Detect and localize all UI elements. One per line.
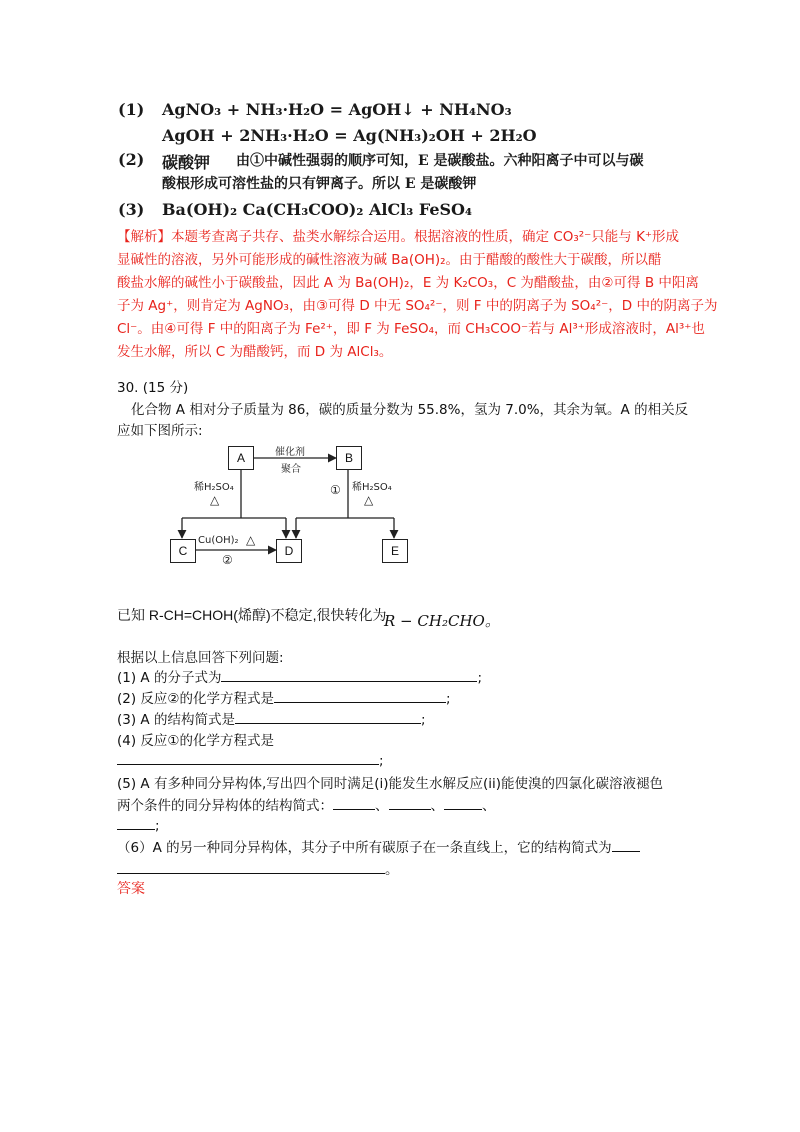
compound-c-box: C xyxy=(170,539,196,563)
q3-row xyxy=(117,708,426,728)
q6-blank-a[interactable] xyxy=(612,837,640,852)
acid-right-label: 稀H₂SO₄ xyxy=(352,482,392,493)
q5-row2 xyxy=(117,794,496,814)
answer-scan-num-1: (1) xyxy=(118,100,145,119)
q5-blank-1[interactable] xyxy=(333,795,375,810)
acid-left-label: 稀H₂SO₄ xyxy=(194,482,234,493)
q3-blank[interactable] xyxy=(235,709,421,724)
q5-sep-3: 、 xyxy=(482,798,496,814)
q2-end: ; xyxy=(446,691,451,707)
q5-end: ; xyxy=(155,818,160,834)
polymerize-label: 聚合 xyxy=(281,464,301,475)
q3-end: ; xyxy=(420,712,426,728)
analysis-line: 显碱性的溶液，另外可能形成的碱性溶液为碱 Ba(OH)₂。由于醋酸的酸性大于碳酸，所以醋 xyxy=(117,252,662,268)
q2-text: (2) 反应②的化学方程式是 xyxy=(117,691,275,707)
compound-a-box: A xyxy=(228,446,254,470)
question-intro-1: 化合物 A 相对分子质量为 86，碳的质量分数为 55.8%，氢为 7.0%，其余为氧。A 的相关反 xyxy=(131,402,689,418)
q6-blank-b[interactable] xyxy=(117,859,385,874)
q6-end: 。 xyxy=(385,862,399,878)
answer-scan-num-3: (3) xyxy=(118,200,145,219)
prompt-text: 根据以上信息回答下列问题: xyxy=(117,650,284,666)
q4-text: (4) 反应①的化学方程式是 xyxy=(117,733,275,749)
answer-scan-equation-2: AgOH + 2NH₃·H₂O = Ag(NH₃)₂OH + 2H₂O xyxy=(162,126,537,145)
question-number: 30. (15 分) xyxy=(117,380,189,396)
analysis-line: 子为 Ag⁺，则肯定为 AgNO₃，由③可得 D 中无 SO₄²⁻，则 F 中的阴离子为 SO₄²⁻，D 中的阴离子为 xyxy=(117,298,718,314)
q1-end: ; xyxy=(477,670,483,686)
known-formula: R − CH₂CHO。 xyxy=(384,612,500,630)
cuoh2-label: Cu(OH)₂ xyxy=(198,535,239,546)
answer-scan-equation-1: AgNO₃ + NH₃·H₂O = AgOH↓ + NH₄NO₃ xyxy=(162,100,512,119)
compound-d-box: D xyxy=(276,539,302,563)
q1-text: (1) A 的分子式为 xyxy=(117,670,222,686)
analysis-line: 【解析】本题考查离子共存、盐类水解综合运用。根据溶液的性质，确定 CO₃²⁻只能与 K⁺形成 xyxy=(117,229,680,245)
analysis-line: 酸盐水解的碱性小于碳酸盐，因此 A 为 Ba(OH)₂，E 为 K₂CO₃，C 为醋酸盐，由②可得 B 中阳离 xyxy=(117,275,699,291)
q5-line-1: (5) A 有多种同分异构体,写出四个同时满足(i)能发生水解反应(ii)能使溴的四氯化碳溶液褪色 xyxy=(117,776,664,792)
q3-text: (3) A 的结构简式是 xyxy=(117,712,235,728)
q4-blank[interactable] xyxy=(117,750,379,765)
known-info: 已知 R-CH=CHOH(烯醇)不稳定,很快转化为 xyxy=(117,607,387,623)
heat-right-label: △ xyxy=(364,493,374,507)
q5-blank-3[interactable] xyxy=(444,795,482,810)
step2-label: ② xyxy=(222,553,233,567)
q5-sep-2: 、 xyxy=(430,798,444,814)
answer-label: 答案 xyxy=(117,881,145,897)
answer-scan-explanation-2: 酸根形成可溶性盐的只有钾离子。所以 E 是碳酸钾 xyxy=(162,176,477,192)
answer-scan-num-2: (2) xyxy=(118,150,145,169)
q5-blank-2[interactable] xyxy=(389,795,431,810)
q5-sep-1: 、 xyxy=(375,798,389,814)
heat-bottom-label: △ xyxy=(246,533,256,547)
answer-scan-answer-2: 碳酸钾 xyxy=(162,153,211,172)
q5-line-2: 两个条件的同分异构体的结构简式： xyxy=(117,798,333,814)
q2-blank[interactable] xyxy=(274,688,446,703)
analysis-line: Cl⁻。由④可得 F 中的阳离子为 Fe²⁺，即 F 为 FeSO₄，而 CH₃COO⁻若与 Al³⁺形成溶液时，Al³⁺也 xyxy=(117,321,705,337)
answer-scan-explanation-1: 由①中碱性强弱的顺序可知，E 是碳酸盐。六种阳离子中可以与碳 xyxy=(236,153,644,169)
q6-row2 xyxy=(117,858,399,878)
q4-row2 xyxy=(117,750,384,769)
compound-e-box: E xyxy=(382,539,408,563)
catalyst-label: 催化剂 xyxy=(275,447,305,458)
q5-row3 xyxy=(117,815,160,834)
compound-b-box: B xyxy=(336,446,362,470)
q1-row xyxy=(117,666,482,686)
q6-row xyxy=(117,836,640,856)
q4-end: ; xyxy=(379,753,384,769)
question-intro-2: 应如下图所示: xyxy=(117,423,203,439)
step1-label: ① xyxy=(330,483,341,497)
heat-left-label: △ xyxy=(210,493,220,507)
q2-row xyxy=(117,687,451,707)
q5-blank-4[interactable] xyxy=(117,815,155,830)
q1-blank[interactable] xyxy=(221,667,477,682)
answer-scan-answer-3: Ba(OH)₂ Ca(CH₃COO)₂ AlCl₃ FeSO₄ xyxy=(162,200,472,219)
q6-text: （6）A 的另一种同分异构体，其分子中所有碳原子在一条直线上，它的结构简式为 xyxy=(117,840,612,856)
analysis-line: 发生水解，所以 C 为醋酸钙，而 D 为 AlCl₃。 xyxy=(117,344,393,360)
